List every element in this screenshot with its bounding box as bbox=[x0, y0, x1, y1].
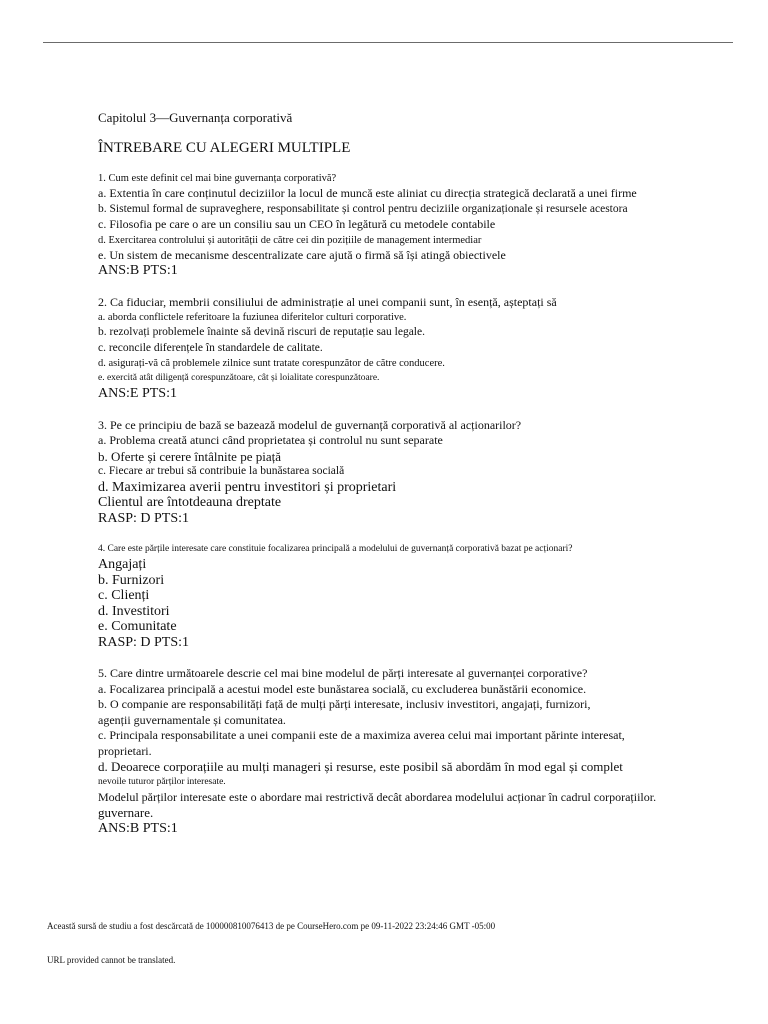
answer-option: e. Un sistem de mecanisme descentralizate care ajută o firmă să își atingă obiectivele bbox=[98, 247, 506, 262]
answer-option: c. Principala responsabilitate a unei companii este de a maximiza averea celui mai important părinte interesat, bbox=[98, 728, 625, 742]
url-note: URL provided cannot be translated. bbox=[47, 955, 176, 965]
question-block bbox=[98, 171, 738, 279]
question-block bbox=[98, 666, 738, 836]
answer-key: ANS:E PTS:1 bbox=[98, 386, 177, 401]
question-list bbox=[98, 171, 738, 836]
question-block bbox=[98, 542, 738, 650]
answer-option: Clientul are întotdeauna dreptate bbox=[98, 495, 282, 510]
answer-option: c. reconcile diferențele în standardele de calitate. bbox=[98, 341, 323, 354]
answer-option: b. rezolvați problemele înainte să devină riscuri de reputație sau legale. bbox=[98, 326, 425, 338]
answer-option: a. Extentia în care conținutul deciziilor la locul de muncă este aliniat cu direcția strategică declarată a unei firme bbox=[98, 186, 637, 200]
answer-key: ANS:B PTS:1 bbox=[98, 263, 178, 278]
answer-option: proprietari. bbox=[98, 743, 152, 758]
answer-option: b. Oferte și cerere întâlnite pe piață bbox=[98, 448, 281, 464]
answer-option: nevoile tuturor părților interesate. bbox=[98, 776, 226, 787]
chapter-title: Capitolul 3—Guvernanța corporativă bbox=[98, 110, 293, 125]
answer-option: a. aborda conflictele referitoare la fuziunea diferitelor culturi corporative. bbox=[98, 312, 407, 323]
question-text: 5. Care dintre următoarele descrie cel mai bine modelul de părți interesate al guvernanței corporative? bbox=[98, 666, 588, 680]
question-block bbox=[98, 418, 738, 527]
document-body bbox=[98, 110, 738, 852]
answer-option: e. Comunitate bbox=[98, 619, 177, 634]
answer-option: c. Filosofia pe care o are un consiliu sau un CEO în legătură cu metodele contabile bbox=[98, 217, 496, 231]
answer-option: c. Fiecare ar trebui să contribuie la bunăstarea socială bbox=[98, 465, 345, 477]
answer-option: b. Furnizori bbox=[98, 572, 165, 588]
question-text: 2. Ca fiduciar, membrii consiliului de administrație al unei companii sunt, în esență, așteptați să bbox=[98, 294, 557, 309]
question-text: 1. Cum este definit cel mai bine guvernanța corporativă? bbox=[98, 173, 337, 184]
answer-option: b. Sistemul formal de supraveghere, responsabilitate și control pentru deciziile organizaționale și resursele acestora bbox=[98, 202, 628, 215]
answer-option: d. Maximizarea averii pentru investitori și proprietari bbox=[98, 479, 397, 495]
top-divider bbox=[43, 42, 733, 43]
answer-key: RASP: D PTS:1 bbox=[98, 634, 190, 650]
answer-option: agenții guvernamentale și comunitatea. bbox=[98, 712, 286, 727]
answer-key: RASP: D PTS:1 bbox=[98, 510, 190, 526]
question-block bbox=[98, 295, 738, 402]
download-source-note: Această sursă de studiu a fost descărcată de 100000810076413 de pe CourseHero.com pe 09-11-2022 23:24:46 GMT -05:00 bbox=[47, 921, 496, 931]
question-text: 3. Pe ce principiu de bază se bazează modelul de guvernanță corporativă al acționarilor? bbox=[98, 417, 522, 432]
answer-option: b. O companie are responsabilități față de mulți părți interesate, inclusiv investitori, angajați, furnizori, bbox=[98, 697, 591, 711]
answer-option: d. Investitori bbox=[98, 603, 170, 619]
answer-option: Modelul părților interesate este o abordare mai restrictivă decât abordarea modelului acționar în cadrul corporațiilor. bbox=[98, 789, 657, 804]
answer-option: Angajați bbox=[98, 557, 147, 572]
answer-option: a. Focalizarea principală a acestui model este bunăstarea socială, cu excluderea bunăstării economice. bbox=[98, 681, 587, 696]
answer-option: d. Exercitarea controlului și autorității de către cei din pozițiile de management intermediar bbox=[98, 234, 482, 246]
answer-option: a. Problema creată atunci când proprietatea și controlul nu sunt separate bbox=[98, 433, 443, 447]
section-heading: ÎNTREBARE CU ALEGERI MULTIPLE bbox=[98, 140, 351, 156]
answer-option: e. exercită atât diligență corespunzătoare, cât și loialitate corespunzătoare. bbox=[98, 373, 380, 383]
answer-option: d. asigurați-vă că problemele zilnice sunt tratate corespunzător de către conducere. bbox=[98, 358, 445, 369]
answer-key: ANS:B PTS:1 bbox=[98, 820, 178, 836]
question-text: 4. Care este părțile interesate care constituie focalizarea principală a modelului de guvernanță corporativă bazat pe acționari? bbox=[98, 544, 573, 554]
answer-option: d. Deoarece corporațiile au mulți manageri și resurse, este posibil să abordăm în mod egal și complet bbox=[98, 759, 623, 774]
answer-option: c. Clienți bbox=[98, 588, 150, 603]
answer-option: guvernare. bbox=[98, 805, 154, 820]
